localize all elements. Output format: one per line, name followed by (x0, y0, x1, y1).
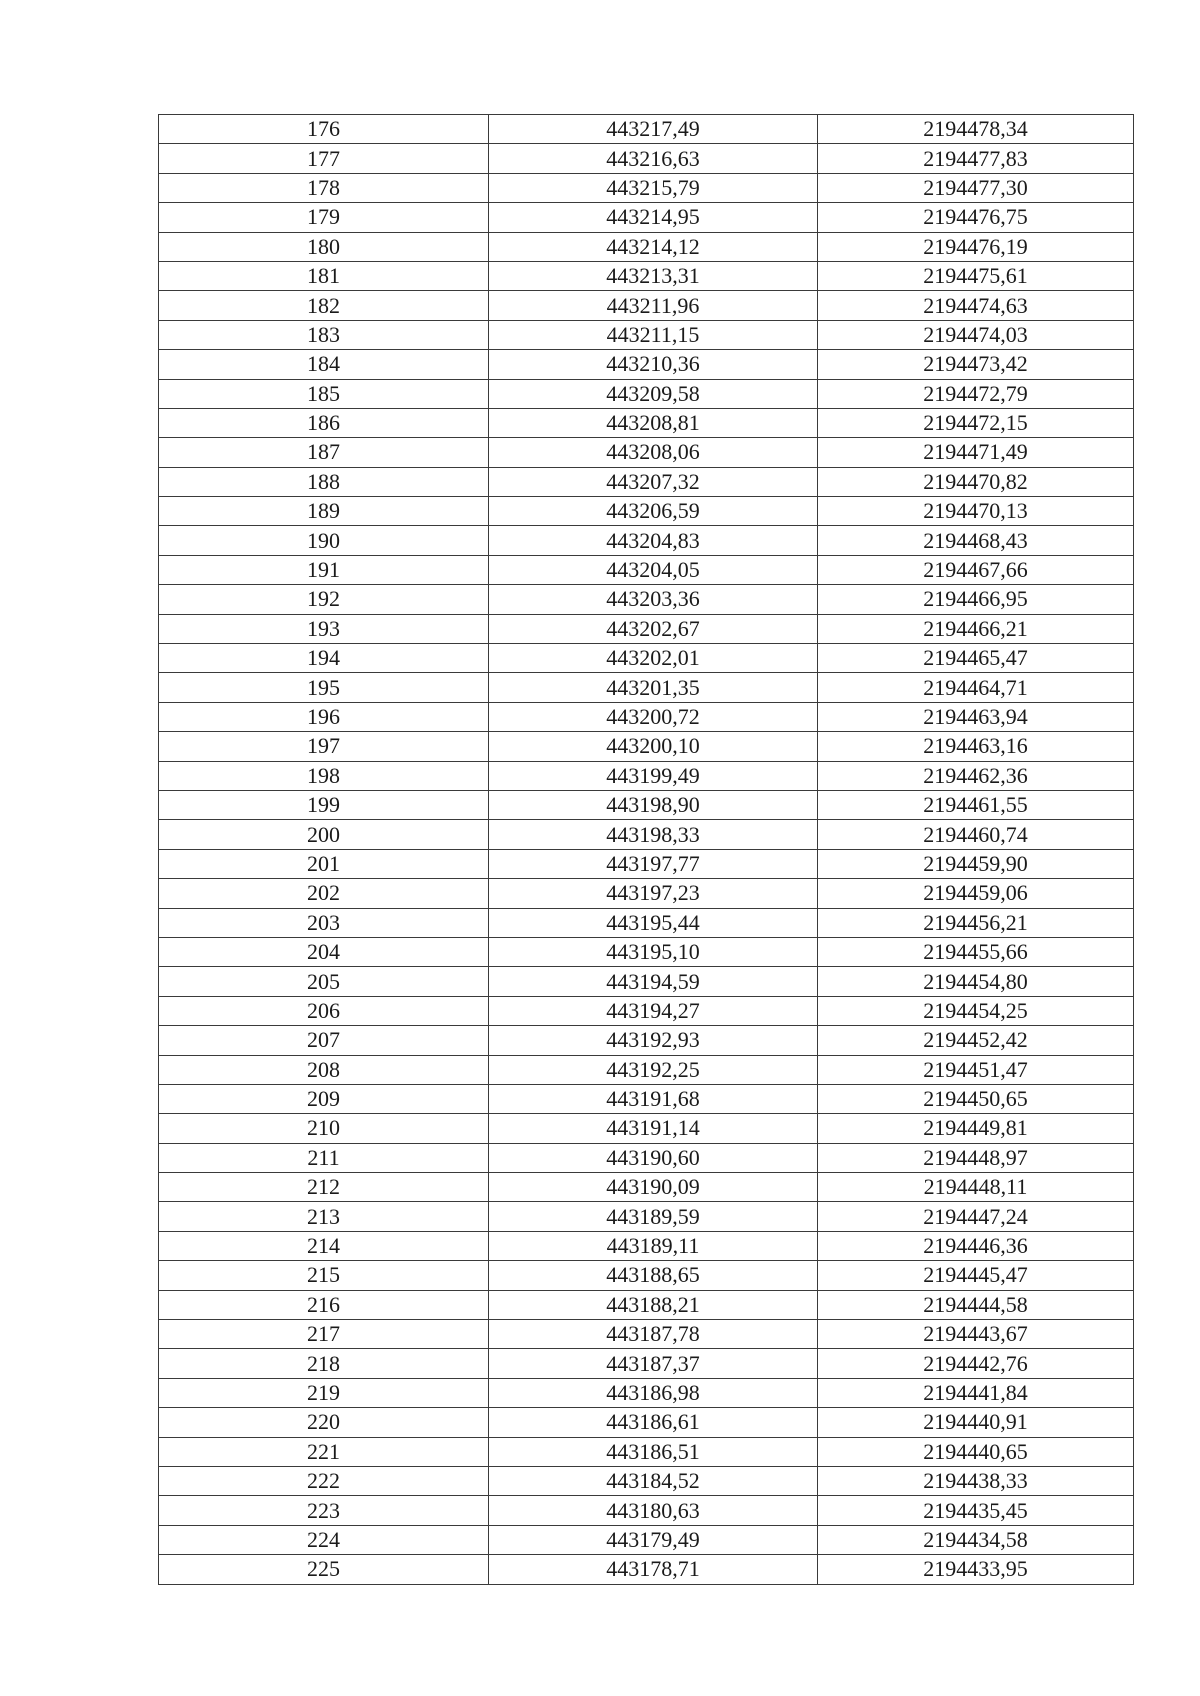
y-coordinate-cell: 2194438,33 (818, 1466, 1134, 1495)
table-row (159, 1261, 1134, 1290)
y-coordinate-cell: 2194472,15 (818, 408, 1134, 437)
y-coordinate-cell: 2194440,91 (818, 1408, 1134, 1437)
x-coordinate-cell: 443187,37 (489, 1349, 818, 1378)
table-row (159, 467, 1134, 496)
x-coordinate-cell: 443189,11 (489, 1231, 818, 1260)
point-number-cell: 184 (159, 350, 489, 379)
y-coordinate-cell: 2194461,55 (818, 790, 1134, 819)
y-coordinate-cell: 2194477,30 (818, 173, 1134, 202)
y-coordinate-cell: 2194452,42 (818, 1026, 1134, 1055)
point-number-cell: 211 (159, 1143, 489, 1172)
x-coordinate-cell: 443188,21 (489, 1290, 818, 1319)
x-coordinate-cell: 443190,09 (489, 1173, 818, 1202)
point-number-cell: 218 (159, 1349, 489, 1378)
table-row (159, 1555, 1134, 1584)
point-number-cell: 209 (159, 1084, 489, 1113)
y-coordinate-cell: 2194444,58 (818, 1290, 1134, 1319)
table-row (159, 908, 1134, 937)
table-row (159, 261, 1134, 290)
y-coordinate-cell: 2194471,49 (818, 438, 1134, 467)
table-row (159, 555, 1134, 584)
table-row (159, 732, 1134, 761)
point-number-cell: 213 (159, 1202, 489, 1231)
y-coordinate-cell: 2194456,21 (818, 908, 1134, 937)
x-coordinate-cell: 443207,32 (489, 467, 818, 496)
y-coordinate-cell: 2194465,47 (818, 644, 1134, 673)
point-number-cell: 195 (159, 673, 489, 702)
x-coordinate-cell: 443209,58 (489, 379, 818, 408)
point-number-cell: 177 (159, 144, 489, 173)
point-number-cell: 222 (159, 1466, 489, 1495)
table-row (159, 1525, 1134, 1554)
y-coordinate-cell: 2194434,58 (818, 1525, 1134, 1554)
point-number-cell: 219 (159, 1378, 489, 1407)
y-coordinate-cell: 2194448,11 (818, 1173, 1134, 1202)
x-coordinate-cell: 443204,83 (489, 526, 818, 555)
point-number-cell: 198 (159, 761, 489, 790)
table-row (159, 644, 1134, 673)
y-coordinate-cell: 2194441,84 (818, 1378, 1134, 1407)
x-coordinate-cell: 443195,10 (489, 937, 818, 966)
table-row (159, 173, 1134, 202)
table-row (159, 1143, 1134, 1172)
x-coordinate-cell: 443195,44 (489, 908, 818, 937)
y-coordinate-cell: 2194446,36 (818, 1231, 1134, 1260)
x-coordinate-cell: 443214,95 (489, 203, 818, 232)
y-coordinate-cell: 2194435,45 (818, 1496, 1134, 1525)
point-number-cell: 187 (159, 438, 489, 467)
y-coordinate-cell: 2194466,95 (818, 585, 1134, 614)
table-row (159, 820, 1134, 849)
table-row (159, 996, 1134, 1025)
y-coordinate-cell: 2194466,21 (818, 614, 1134, 643)
y-coordinate-cell: 2194448,97 (818, 1143, 1134, 1172)
table-row (159, 1114, 1134, 1143)
point-number-cell: 224 (159, 1525, 489, 1554)
table-row (159, 1320, 1134, 1349)
point-number-cell: 191 (159, 555, 489, 584)
table-row (159, 1173, 1134, 1202)
point-number-cell: 194 (159, 644, 489, 673)
x-coordinate-cell: 443200,72 (489, 702, 818, 731)
table-row (159, 379, 1134, 408)
table-row (159, 614, 1134, 643)
point-number-cell: 193 (159, 614, 489, 643)
table-row (159, 320, 1134, 349)
point-number-cell: 179 (159, 203, 489, 232)
table-row (159, 1378, 1134, 1407)
table-row (159, 1408, 1134, 1437)
table-row (159, 673, 1134, 702)
table-row (159, 761, 1134, 790)
x-coordinate-cell: 443208,81 (489, 408, 818, 437)
point-number-cell: 206 (159, 996, 489, 1025)
point-number-cell: 189 (159, 497, 489, 526)
y-coordinate-cell: 2194474,63 (818, 291, 1134, 320)
table-row (159, 497, 1134, 526)
coordinates-table (158, 114, 1134, 1585)
table-row (159, 1202, 1134, 1231)
point-number-cell: 182 (159, 291, 489, 320)
x-coordinate-cell: 443217,49 (489, 115, 818, 144)
x-coordinate-cell: 443187,78 (489, 1320, 818, 1349)
y-coordinate-cell: 2194451,47 (818, 1055, 1134, 1084)
point-number-cell: 205 (159, 967, 489, 996)
point-number-cell: 188 (159, 467, 489, 496)
x-coordinate-cell: 443199,49 (489, 761, 818, 790)
x-coordinate-cell: 443202,01 (489, 644, 818, 673)
point-number-cell: 216 (159, 1290, 489, 1319)
point-number-cell: 204 (159, 937, 489, 966)
point-number-cell: 190 (159, 526, 489, 555)
x-coordinate-cell: 443178,71 (489, 1555, 818, 1584)
y-coordinate-cell: 2194476,19 (818, 232, 1134, 261)
table-row (159, 526, 1134, 555)
x-coordinate-cell: 443216,63 (489, 144, 818, 173)
x-coordinate-cell: 443192,25 (489, 1055, 818, 1084)
y-coordinate-cell: 2194463,94 (818, 702, 1134, 731)
table-row (159, 115, 1134, 144)
table-row (159, 1466, 1134, 1495)
point-number-cell: 200 (159, 820, 489, 849)
table-row (159, 291, 1134, 320)
table-row (159, 790, 1134, 819)
x-coordinate-cell: 443186,61 (489, 1408, 818, 1437)
y-coordinate-cell: 2194478,34 (818, 115, 1134, 144)
y-coordinate-cell: 2194447,24 (818, 1202, 1134, 1231)
x-coordinate-cell: 443192,93 (489, 1026, 818, 1055)
point-number-cell: 192 (159, 585, 489, 614)
point-number-cell: 223 (159, 1496, 489, 1525)
y-coordinate-cell: 2194454,80 (818, 967, 1134, 996)
point-number-cell: 199 (159, 790, 489, 819)
x-coordinate-cell: 443189,59 (489, 1202, 818, 1231)
point-number-cell: 180 (159, 232, 489, 261)
table-row (159, 1437, 1134, 1466)
x-coordinate-cell: 443190,60 (489, 1143, 818, 1172)
y-coordinate-cell: 2194474,03 (818, 320, 1134, 349)
x-coordinate-cell: 443198,90 (489, 790, 818, 819)
x-coordinate-cell: 443202,67 (489, 614, 818, 643)
point-number-cell: 221 (159, 1437, 489, 1466)
x-coordinate-cell: 443188,65 (489, 1261, 818, 1290)
y-coordinate-cell: 2194468,43 (818, 526, 1134, 555)
point-number-cell: 202 (159, 879, 489, 908)
table-row (159, 702, 1134, 731)
x-coordinate-cell: 443200,10 (489, 732, 818, 761)
table-row (159, 1290, 1134, 1319)
table-row (159, 937, 1134, 966)
x-coordinate-cell: 443179,49 (489, 1525, 818, 1554)
point-number-cell: 215 (159, 1261, 489, 1290)
y-coordinate-cell: 2194476,75 (818, 203, 1134, 232)
y-coordinate-cell: 2194464,71 (818, 673, 1134, 702)
y-coordinate-cell: 2194462,36 (818, 761, 1134, 790)
table-row (159, 232, 1134, 261)
table-row (159, 408, 1134, 437)
coordinates-table-body (159, 115, 1134, 1585)
x-coordinate-cell: 443191,68 (489, 1084, 818, 1113)
y-coordinate-cell: 2194455,66 (818, 937, 1134, 966)
y-coordinate-cell: 2194477,83 (818, 144, 1134, 173)
y-coordinate-cell: 2194449,81 (818, 1114, 1134, 1143)
point-number-cell: 208 (159, 1055, 489, 1084)
table-row (159, 967, 1134, 996)
table-row (159, 438, 1134, 467)
x-coordinate-cell: 443213,31 (489, 261, 818, 290)
x-coordinate-cell: 443203,36 (489, 585, 818, 614)
x-coordinate-cell: 443211,15 (489, 320, 818, 349)
y-coordinate-cell: 2194463,16 (818, 732, 1134, 761)
x-coordinate-cell: 443214,12 (489, 232, 818, 261)
table-row (159, 1026, 1134, 1055)
x-coordinate-cell: 443215,79 (489, 173, 818, 202)
x-coordinate-cell: 443191,14 (489, 1114, 818, 1143)
table-row (159, 849, 1134, 878)
y-coordinate-cell: 2194450,65 (818, 1084, 1134, 1113)
point-number-cell: 220 (159, 1408, 489, 1437)
y-coordinate-cell: 2194454,25 (818, 996, 1134, 1025)
x-coordinate-cell: 443186,51 (489, 1437, 818, 1466)
x-coordinate-cell: 443208,06 (489, 438, 818, 467)
x-coordinate-cell: 443194,59 (489, 967, 818, 996)
y-coordinate-cell: 2194445,47 (818, 1261, 1134, 1290)
point-number-cell: 197 (159, 732, 489, 761)
table-row (159, 1055, 1134, 1084)
x-coordinate-cell: 443197,77 (489, 849, 818, 878)
x-coordinate-cell: 443184,52 (489, 1466, 818, 1495)
y-coordinate-cell: 2194443,67 (818, 1320, 1134, 1349)
point-number-cell: 196 (159, 702, 489, 731)
y-coordinate-cell: 2194467,66 (818, 555, 1134, 584)
x-coordinate-cell: 443194,27 (489, 996, 818, 1025)
y-coordinate-cell: 2194475,61 (818, 261, 1134, 290)
x-coordinate-cell: 443201,35 (489, 673, 818, 702)
point-number-cell: 214 (159, 1231, 489, 1260)
point-number-cell: 210 (159, 1114, 489, 1143)
table-row (159, 350, 1134, 379)
y-coordinate-cell: 2194433,95 (818, 1555, 1134, 1584)
table-row (159, 1084, 1134, 1113)
point-number-cell: 207 (159, 1026, 489, 1055)
table-row (159, 144, 1134, 173)
x-coordinate-cell: 443186,98 (489, 1378, 818, 1407)
point-number-cell: 203 (159, 908, 489, 937)
table-row (159, 1349, 1134, 1378)
table-row (159, 203, 1134, 232)
point-number-cell: 186 (159, 408, 489, 437)
x-coordinate-cell: 443204,05 (489, 555, 818, 584)
y-coordinate-cell: 2194440,65 (818, 1437, 1134, 1466)
point-number-cell: 185 (159, 379, 489, 408)
y-coordinate-cell: 2194460,74 (818, 820, 1134, 849)
x-coordinate-cell: 443198,33 (489, 820, 818, 849)
point-number-cell: 225 (159, 1555, 489, 1584)
x-coordinate-cell: 443206,59 (489, 497, 818, 526)
y-coordinate-cell: 2194473,42 (818, 350, 1134, 379)
y-coordinate-cell: 2194442,76 (818, 1349, 1134, 1378)
point-number-cell: 178 (159, 173, 489, 202)
point-number-cell: 181 (159, 261, 489, 290)
point-number-cell: 201 (159, 849, 489, 878)
point-number-cell: 183 (159, 320, 489, 349)
x-coordinate-cell: 443197,23 (489, 879, 818, 908)
table-row (159, 879, 1134, 908)
table-row (159, 585, 1134, 614)
table-row (159, 1496, 1134, 1525)
point-number-cell: 176 (159, 115, 489, 144)
table-row (159, 1231, 1134, 1260)
y-coordinate-cell: 2194472,79 (818, 379, 1134, 408)
y-coordinate-cell: 2194470,13 (818, 497, 1134, 526)
x-coordinate-cell: 443180,63 (489, 1496, 818, 1525)
point-number-cell: 212 (159, 1173, 489, 1202)
y-coordinate-cell: 2194459,06 (818, 879, 1134, 908)
x-coordinate-cell: 443211,96 (489, 291, 818, 320)
y-coordinate-cell: 2194470,82 (818, 467, 1134, 496)
point-number-cell: 217 (159, 1320, 489, 1349)
x-coordinate-cell: 443210,36 (489, 350, 818, 379)
y-coordinate-cell: 2194459,90 (818, 849, 1134, 878)
